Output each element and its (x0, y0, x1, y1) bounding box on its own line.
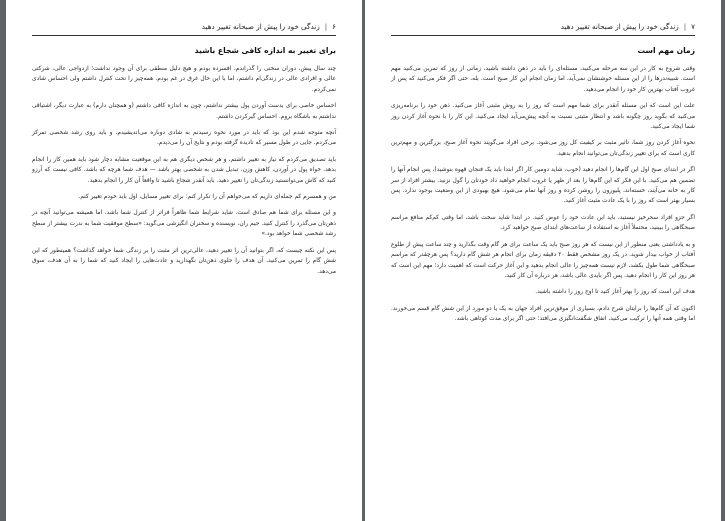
paragraph: هدف این است که روز را بهتر آغاز کنید تا اوج روز را داشته باشید. (535, 289, 695, 296)
running-title: زندگی خود را پیش از صبحانه تغییر دهید (560, 22, 679, 31)
paragraph: علت این است که این مسئله آنقدر برای شما مهم است که روز را به روش مثبتی آغاز می‌کنید. ذهن خود را برنامه‌ریزی می‌کنید که بگوید روز چگونه باشد و انتظار مثبتی نسبت به آنچه پیش‌می‌آید ایجاد می‌کنید. این کار را با نحوه آغاز کردن روز شما ایجاد می‌کنید. (391, 103, 695, 131)
header-separator: | (683, 22, 687, 31)
page-number: ۶ (332, 22, 336, 31)
paragraph: احساس خاصی برای بدست آوردن پول بیشتر نداشتم، چون به اندازه کافی داشتم (و همچنان دارم) به عبارت دیگر، اشتیاقی نداشتم به باشگاه بروم. احساس گیرکردن داشتم. (32, 103, 336, 120)
running-title: زندگی خود را پیش از صبحانه تغییر دهید (201, 22, 320, 31)
header-separator: | (324, 22, 328, 31)
paragraph: و این مسئله برای شما هم صادق است. شاید شرایط شما ظاهراً فراتر از کنترل شما باشد، اما همیشه می‌توانید آنچه در ذهن‌تان می‌گذرد را کنترل کنید. جیم ران، نویسنده و سخنران انگیزشی می‌گوید: «سطح موفقیت شما به ندرت بیشتر از سطح رشد شخصی شما خواهد بود.» (32, 210, 336, 238)
paragraph: پس این نکته چیست که، اگر بتوانید آن را تغییر دهید، عالی‌ترین اثر مثبت را بر زندگی شما خواهد گذاشت؟ همینطور که این شش گام را تمرین می‌کنید، آن هدف را جلوی ذهن‌تان نگهدارید و عادت‌هایی را ایجاد کنید که شما را به آن هدف، سوق می‌دهد. (32, 247, 336, 275)
right-page (365, 0, 721, 521)
paragraph: نحوه آغاز کردن روز شما، تاثیر مثبت بر کیفیت کل روز می‌شود. برخی افراد می‌گویند نحوه آغاز صبح، بزرگترین و مهم‌ترین کاری است که برای تغییر زندگی‌تان می‌توانید انجام بدهید. (391, 140, 695, 157)
paragraph: اگر جزو افراد سحرخیز نیستید، باید این عادت خود را عوض کنید. در ابتدا شاید سخت باشد، اما وقتی کم‌کم منافع مراسم صبحگاهی را ببینید، محتملاً آغاز به استفاده از ساعت‌های ابتدای صبح خواهید کرد. (391, 214, 695, 232)
page-number: ۷ (691, 22, 695, 31)
page-header (32, 22, 336, 36)
section-heading: برای تغییر به اندازه کافی شجاع باشید (194, 46, 336, 55)
paragraph: اگر در ابتدای صبح اول این گام‌ها را انجام دهید (خوب، شاید دومین کار اگر ابتدا باید یک فنجان قهوه بنوشید)، پس انجام آنها را تضمین هم می‌کنید. با این فکر که این گام‌ها را بعد از ظهر یا غروب انجام خواهید داد خودتان را گول نزنید. بیشتر افراد از سر کار به خانه می‌آیند، خسته‌اند، پلیورون را روشن کرده و روز آنها تمام می‌شود. هیچ بهبودی از این وضعیت بوجود ندارد. پس بسیار بهتر است که روز را با یک عادت مثبت آغاز کنید. (391, 167, 695, 205)
section-heading: زمان مهم است (637, 46, 695, 55)
left-page (6, 0, 362, 521)
paragraph: اکنون که آن گام‌ها را برایتان شرح دادم، بسیاری از موفق‌ترین افراد جهان به یک یا دو مورد از این شش گام قسم می‌خورند. اما وقتی همه آنها را ترکیب می‌کنید، اتفاق شگفت‌انگیزی می‌افتد؛ حتی اگر برای مدت کوتاهی باشد. (391, 305, 695, 323)
paragraph: باید تصدیق می‌کردم که نیاز به تغییر داشتم، و هر شخص دیگری هم به این موقعیت مشابه دچار شود باید همین کار را انجام بدهد. خواه پول در آوردن، کاهش وزن، تبدیل شدن به شخصی بهتر باشد — هدف شما هرچه که باشد، کافی نیست که آرزو کنید که کاش می‌توانستید زندگی‌تان را تغییر دهید. باید آنقدر شجاع باشید تا واقعاً آن کار را انجام بدهید. (32, 156, 336, 184)
paragraph: من و همسرم کم جمله‌ای داریم که می‌خواهم آن را تکرار کنم: برای تغییر مسایل، اول باید خودم تغییر کنم. (78, 194, 336, 201)
page-header (391, 22, 695, 36)
paragraph: چند سال پیش، دوران سختی را گذراندم، افسرده بودم و هیچ دلیل منطقی برای آن وجود نداشت؛ ازدواجی عالی، شرکتی عالی و افرادی عالی در زندگی‌ام داشتم، اما با این حال غرق در غم بودم. همه‌چیز را تحت کنترل داشتم ولی احساس شادی نمی‌کردم. (32, 66, 336, 93)
paragraph: و به یادداشتی یعنی منظور از این نیست که هر روز صبح باید یک ساعت برای هر گام وقت بگذارید و چند ساعت پیش از طلوع آفتاب از خواب بیدار شوید. در یک روز مشخص فقط ۲۰ دقیقه زمان برای انجام هر شش گام دارید؟ پس هرچقدر که مراسم صبحگاهی شما طول بکشد، لازم نیست همه‌چیز را عالی انجام بدهید و این آغاز حرکت است که اهمیت دارد؛ مهم این است که هر روز این کار را انجام دهید. پس اگر بایدی عالی باشد، هر درباره آن کار کنید. (391, 241, 695, 279)
paragraph: وقتی شروع به کار در این سه مرحله می‌کنید، مسئله‌ای را باید در ذهن داشته باشید، زمانی از روز که تمرین می‌کنید مهم است. شبیه‌ندرها را از این مسئله خوشنشان نمی‌آید، اما زمان انجام این کار صبح است. بله، حتی اگر فکر می‌کنید که پس از غروب آفتاب بهترین کار خود را انجام می‌دهید. (391, 66, 695, 93)
paragraph: آنچه متوجه شدم این بود که باید در مورد نحوه رسیدنم به شادی دوباره می‌اندیشیدم، و باید روی رشد شخصی تمرکز می‌کردم. جایی در طول مسیر که نادیده گرفته بودم و نتایج آن را می‌دیدم. (32, 130, 336, 147)
